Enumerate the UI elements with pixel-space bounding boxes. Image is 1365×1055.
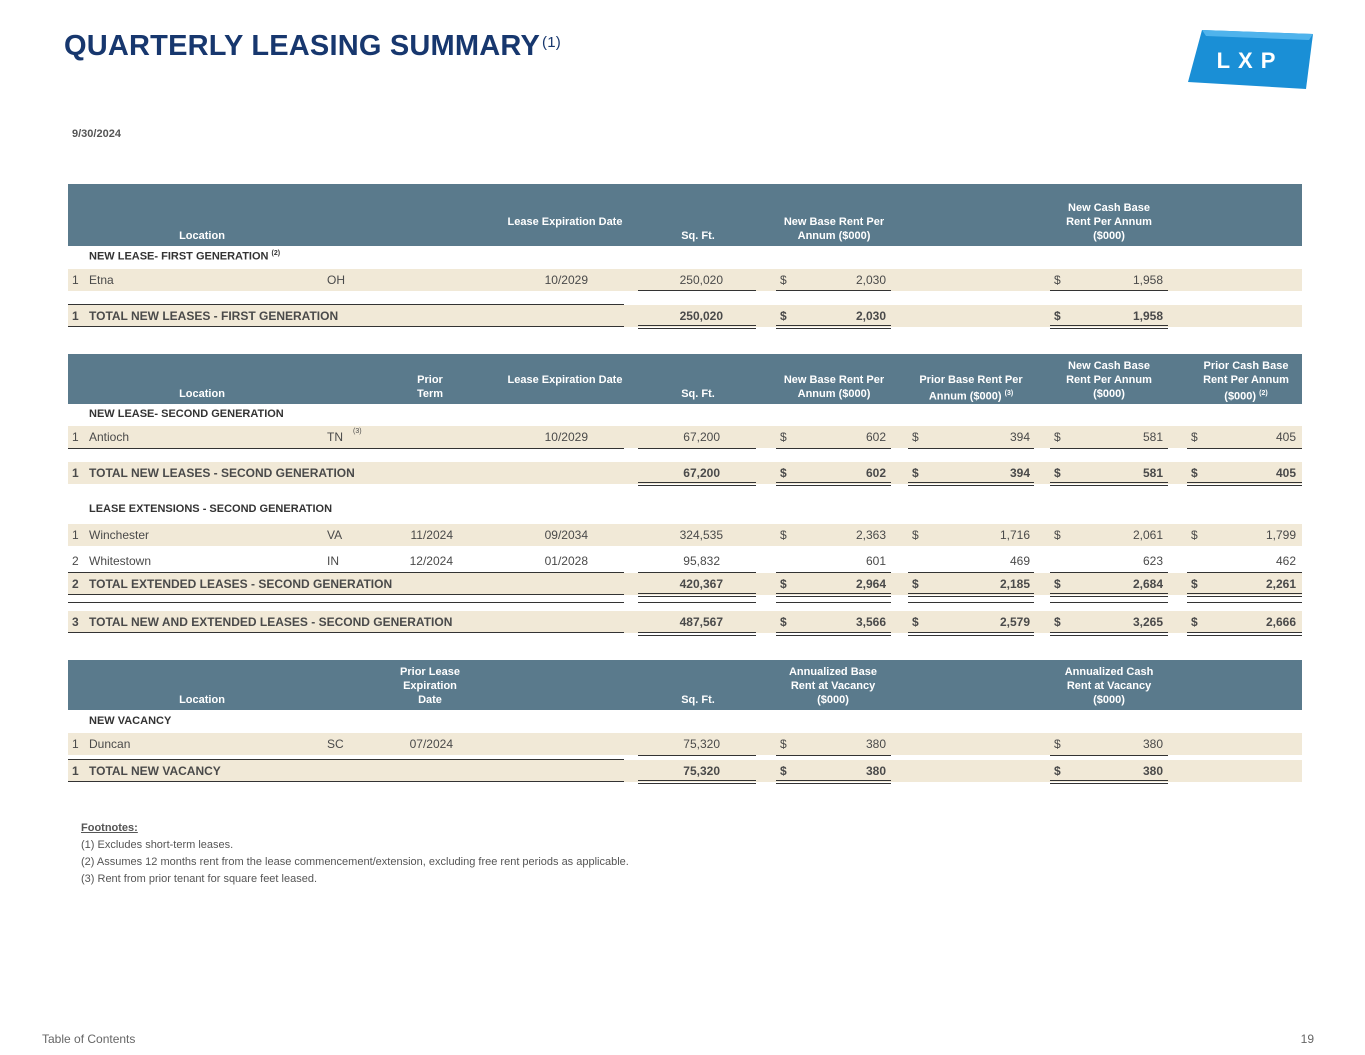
col-prior-base: Prior Base Rent Per Annum ($000) $^{(3)}$	[919, 374, 1023, 403]
col-prior-exp: Prior Lease Expiration Date	[400, 666, 460, 706]
row-prior-base: 469	[1009, 554, 1030, 568]
divider	[68, 781, 624, 782]
double-underline	[908, 593, 1034, 597]
row-prior-cash: 405	[1275, 430, 1296, 444]
total-sqft: 420,367	[679, 577, 723, 591]
col-prior-cash: Prior Cash Base Rent Per Annum ($000) $^{(2)}$	[1203, 360, 1289, 403]
col-new-base: New Base Rent Per Annum ($000)	[783, 374, 885, 400]
col-lease-exp: Lease Expiration Date	[507, 374, 623, 386]
col-location: Location	[179, 694, 225, 706]
divider	[908, 448, 1034, 449]
col-sqft: Sq. Ft.	[681, 388, 715, 400]
total-num: 1	[72, 309, 79, 323]
row-dollar: $	[1191, 430, 1198, 444]
row-sqft: 75,320	[683, 737, 720, 751]
row-dollar: $	[912, 528, 919, 542]
row-dollar: $	[780, 737, 787, 751]
col-sqft: Sq. Ft.	[681, 694, 715, 706]
row-dollar: $	[1191, 528, 1198, 542]
row-sqft: 324,535	[679, 528, 723, 542]
total-prior-cash: 2,666	[1265, 615, 1296, 629]
row-lease-exp: 10/2029	[544, 430, 588, 444]
divider	[1187, 602, 1302, 603]
row-state: IN	[327, 554, 339, 568]
row-num: 1	[72, 430, 79, 444]
row-prior-term: 11/2024	[410, 528, 453, 542]
footnote-1: (1) Excludes short-term leases.	[81, 839, 234, 851]
total-dollar: $	[1054, 764, 1061, 778]
page-number: 19	[1300, 1032, 1314, 1046]
col-ann-cash: Annualized Cash Rent at Vacancy ($000)	[1064, 666, 1154, 706]
total-num: 1	[72, 466, 79, 480]
total-label: TOTAL NEW LEASES - FIRST GENERATION	[89, 309, 339, 323]
total-new-cash: 1,958	[1132, 309, 1163, 323]
divider	[908, 602, 1034, 603]
row-dollar: $	[1054, 430, 1061, 444]
total-num: 2	[72, 577, 79, 591]
double-underline	[1187, 593, 1302, 597]
total-dollar: $	[1054, 466, 1061, 480]
double-underline	[908, 632, 1034, 636]
double-underline	[776, 325, 891, 329]
row-footnote-ref: (3)	[353, 428, 362, 435]
total-dollar: $	[912, 615, 919, 629]
row-new-base: 2,363	[855, 528, 886, 542]
divider	[776, 290, 891, 291]
row-ann-base: 380	[865, 737, 886, 751]
total-new-base: 3,566	[855, 615, 886, 629]
col-location: Location	[179, 388, 225, 400]
double-underline	[1187, 632, 1302, 636]
row-state: OH	[327, 273, 345, 287]
total-dollar: $	[912, 466, 919, 480]
row-num: 1	[72, 273, 79, 287]
row-dollar: $	[1054, 737, 1061, 751]
footnote-2: (2) Assumes 12 months rent from the lease commencement/extension, excluding free rent periods as applicable.	[81, 856, 629, 868]
total-dollar: $	[912, 577, 919, 591]
total-prior-cash: 405	[1275, 466, 1296, 480]
total-prior-cash: 2,261	[1265, 577, 1296, 591]
total-new-base: 2,964	[855, 577, 886, 591]
col-new-base: New Base Rent Per Annum ($000)	[783, 216, 885, 242]
col-new-cash: New Cash Base Rent Per Annum ($000)	[1066, 360, 1152, 400]
report-date: 9/30/2024	[72, 128, 121, 140]
divider	[776, 448, 891, 449]
row-location: Whitestown	[89, 554, 152, 568]
page-title: QUARTERLY LEASING SUMMARY $^{(1)}$	[64, 30, 561, 62]
total-new-cash: 2,684	[1132, 577, 1163, 591]
row-num: 2	[72, 554, 79, 568]
double-underline	[1050, 593, 1168, 597]
total-dollar: $	[1191, 615, 1198, 629]
double-underline	[638, 325, 756, 329]
total-new-cash: 3,265	[1132, 615, 1163, 629]
lxp-logo-icon	[1188, 30, 1313, 89]
row-prior-term: 12/2024	[409, 554, 453, 568]
row-new-base: 601	[865, 554, 886, 568]
double-underline	[776, 593, 891, 597]
row-new-base: 2,030	[855, 273, 886, 287]
total-sqft: 250,020	[679, 309, 723, 323]
row-new-cash: 623	[1142, 554, 1163, 568]
row-lease-exp: 10/2029	[544, 273, 588, 287]
total-sqft: 67,200	[683, 466, 720, 480]
total-prior-base: 394	[1009, 466, 1030, 480]
total-num: 1	[72, 764, 79, 778]
double-underline	[1187, 482, 1302, 486]
row-sqft: 67,200	[683, 430, 720, 444]
total-dollar: $	[780, 466, 787, 480]
total-prior-base: 2,579	[999, 615, 1030, 629]
section-new-lease-first-gen: NEW LEASE- FIRST GENERATION $^{(2)}$	[89, 250, 281, 263]
row-new-base: 602	[865, 430, 886, 444]
table3-header	[68, 660, 1302, 710]
double-underline	[1050, 632, 1168, 636]
divider	[68, 594, 624, 595]
col-sqft: Sq. Ft.	[681, 230, 715, 242]
row-ann-cash: 380	[1142, 737, 1163, 751]
total-label: TOTAL NEW AND EXTENDED LEASES - SECOND GENERATION	[89, 615, 453, 629]
row-prior-exp: 07/2024	[409, 737, 453, 751]
total-dollar: $	[1054, 615, 1061, 629]
total-label: TOTAL EXTENDED LEASES - SECOND GENERATION	[89, 577, 393, 591]
svg-text:LXP: LXP	[1216, 48, 1284, 73]
divider	[68, 632, 624, 633]
col-lease-exp: Lease Expiration Date	[507, 216, 623, 228]
double-underline	[776, 482, 891, 486]
divider	[68, 326, 624, 327]
double-underline	[908, 482, 1034, 486]
row-dollar: $	[1054, 528, 1061, 542]
total-dollar: $	[1054, 309, 1061, 323]
row-new-cash: 1,958	[1132, 273, 1163, 287]
total-dollar: $	[1191, 466, 1198, 480]
row-lease-exp: 09/2034	[544, 528, 588, 542]
row-new-cash: 581	[1142, 430, 1163, 444]
divider	[638, 290, 756, 291]
total-new-base: 2,030	[855, 309, 886, 323]
row-dollar: $	[780, 528, 787, 542]
section-new-lease-second-gen: NEW LEASE- SECOND GENERATION	[89, 408, 284, 420]
row-dollar: $	[780, 430, 787, 444]
row-lease-exp: 01/2028	[544, 554, 588, 568]
double-underline	[638, 593, 756, 597]
row-prior-base: 394	[1009, 430, 1030, 444]
double-underline	[776, 632, 891, 636]
row-sqft: 95,832	[683, 554, 720, 568]
row-num: 1	[72, 528, 79, 542]
row-sqft: 250,020	[679, 273, 723, 287]
row-dollar: $	[912, 430, 919, 444]
section-lease-extensions: LEASE EXTENSIONS - SECOND GENERATION	[89, 503, 333, 515]
row-state: TN	[327, 430, 343, 444]
row-state: VA	[327, 528, 343, 542]
row-location: Winchester	[89, 528, 150, 542]
title-footnote-ref: (1)	[542, 34, 561, 51]
divider	[1187, 448, 1302, 449]
row-state: SC	[327, 737, 344, 751]
col-new-cash: New Cash Base Rent Per Annum ($000)	[1066, 202, 1152, 242]
row-prior-cash: 1,799	[1265, 528, 1296, 542]
total-prior-base: 2,185	[999, 577, 1030, 591]
row-location: Antioch	[89, 430, 130, 444]
row-prior-base: 1,716	[999, 528, 1030, 542]
row-dollar: $	[1054, 273, 1061, 287]
col-prior-term: Prior Term	[416, 374, 444, 400]
row-prior-cash: 462	[1275, 554, 1296, 568]
total-dollar: $	[1054, 577, 1061, 591]
double-underline	[1050, 325, 1168, 329]
total-dollar: $	[1191, 577, 1198, 591]
divider	[68, 448, 624, 449]
total-label: TOTAL NEW LEASES - SECOND GENERATION	[89, 466, 355, 480]
double-underline	[1050, 780, 1168, 784]
total-sqft: 487,567	[679, 615, 723, 629]
total-num: 3	[72, 615, 79, 629]
total-dollar: $	[780, 577, 787, 591]
divider	[776, 602, 891, 603]
total-ann-base: 380	[865, 764, 886, 778]
table2-header	[68, 354, 1302, 404]
divider	[638, 448, 756, 449]
divider	[1050, 602, 1168, 603]
total-ann-cash: 380	[1142, 764, 1163, 778]
total-sqft: 75,320	[683, 764, 720, 778]
double-underline	[638, 780, 756, 784]
divider	[638, 602, 756, 603]
total-label: TOTAL NEW VACANCY	[89, 764, 221, 778]
double-underline	[1050, 482, 1168, 486]
row-new-cash: 2,061	[1132, 528, 1163, 542]
table-of-contents-link[interactable]: Table of Contents	[42, 1032, 136, 1046]
footnotes-title: Footnotes:	[81, 822, 138, 834]
divider	[1050, 755, 1168, 756]
col-location: Location	[179, 230, 225, 242]
total-new-cash: 581	[1142, 466, 1163, 480]
double-underline	[638, 632, 756, 636]
row-dollar: $	[780, 273, 787, 287]
footnote-3: (3) Rent from prior tenant for square feet leased.	[81, 873, 318, 885]
total-dollar: $	[780, 615, 787, 629]
col-ann-base: Annualized Base Rent at Vacancy ($000)	[788, 666, 878, 706]
total-new-base: 602	[865, 466, 886, 480]
total-dollar: $	[780, 309, 787, 323]
section-new-vacancy: NEW VACANCY	[89, 715, 172, 727]
table1-header	[68, 184, 1302, 246]
divider	[68, 602, 624, 603]
double-underline	[776, 780, 891, 784]
divider	[638, 755, 756, 756]
divider	[1050, 290, 1168, 291]
divider	[776, 755, 891, 756]
double-underline	[638, 482, 756, 486]
row-location: Etna	[89, 273, 114, 287]
row-location: Duncan	[89, 737, 131, 751]
total-dollar: $	[780, 764, 787, 778]
row-num: 1	[72, 737, 79, 751]
divider	[1050, 448, 1168, 449]
